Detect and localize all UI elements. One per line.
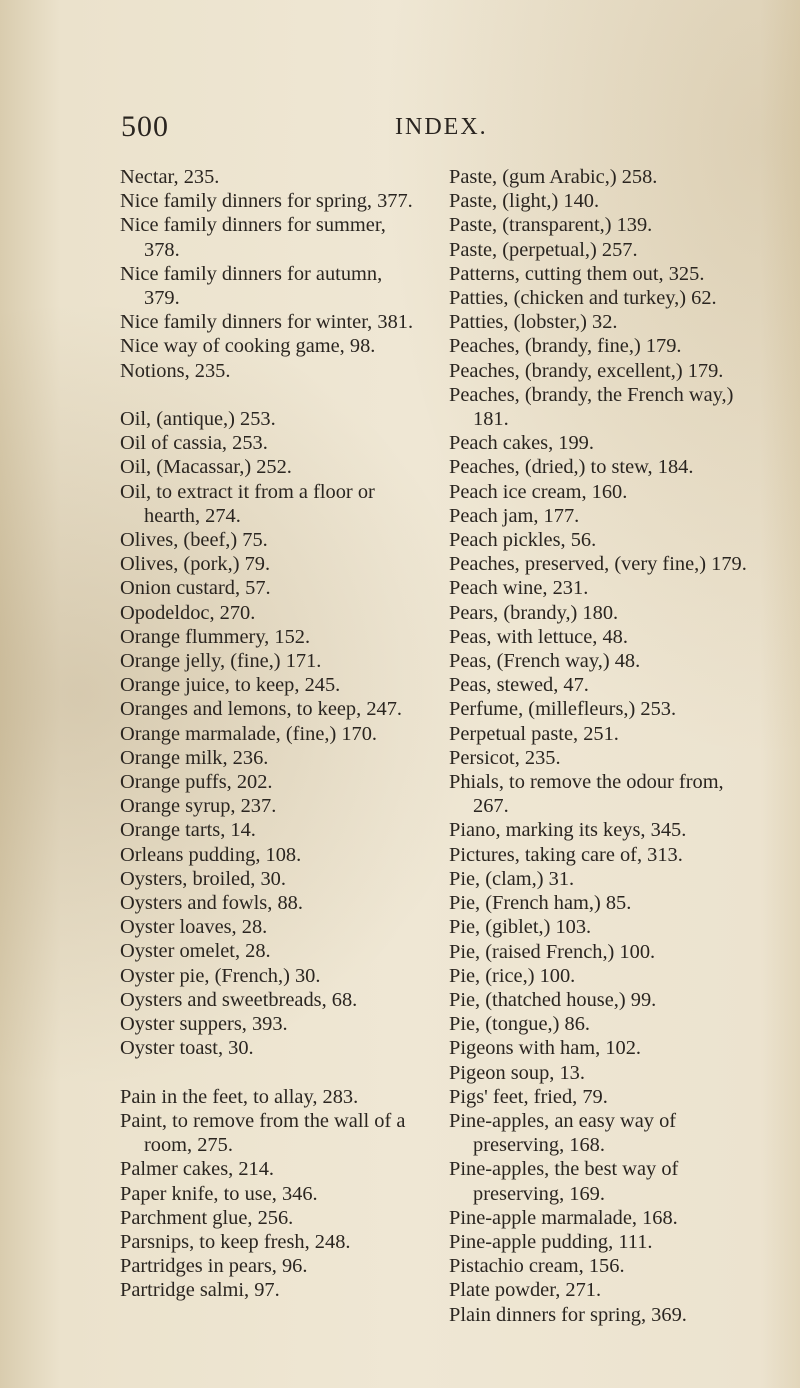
index-entry: Pine-apples, an easy way of preserving, 168. [449,1109,677,1157]
index-entry: Paste, (transparent,) 139. [449,214,653,237]
index-entry: Partridge salmi, 97. [120,1279,280,1302]
index-entry: Pigeon soup, 13. [449,1061,585,1084]
section-gap [120,383,420,407]
running-head: INDEX. [395,114,488,140]
index-entry: Nice family dinners for winter, 381. [120,311,414,334]
index-entry: Onion custard, 57. [120,577,271,600]
index-entry: Parchment glue, 256. [120,1206,294,1229]
index-entry: Pie, (French ham,) 85. [449,892,632,915]
index-entry: Perpetual paste, 251. [449,722,619,745]
index-entry: Pistachio cream, 156. [449,1255,625,1278]
index-entry: Pie, (raised French,) 100. [449,940,656,963]
index-entry: Phials, to remove the odour from, 267. [449,771,724,818]
index-entry: Orange juice, to keep, 245. [120,674,341,697]
index-entry: Orange marmalade, (fine,) 170. [120,722,378,745]
index-entry: Pigeons with ham, 102. [449,1037,642,1060]
index-entry: Nectar, 235. [120,166,220,188]
page-number: 500 [121,110,169,143]
index-entry: Paper knife, to use, 346. [120,1182,318,1205]
index-entry: Peach jam, 177. [449,504,580,527]
index-entry: Peaches, (brandy, fine,) 179. [449,335,682,358]
index-entry: Pigs' feet, fried, 79. [449,1085,608,1108]
index-entry: Perfume, (millefleurs,) 253. [449,698,677,721]
index-entry: Pine-apples, the best way of preserving, 169. [449,1158,679,1205]
index-entry: Pie, (thatched house,) 99. [449,988,657,1011]
index-column-right [449,165,757,1327]
index-entry: Peach pickles, 56. [449,529,597,552]
index-entry: Notions, 235. [120,359,231,382]
index-entry: Orange syrup, 237. [120,795,277,818]
index-entry: Orange milk, 236. [120,746,269,769]
index-entry: Peas, stewed, 47. [449,674,589,697]
index-entry: Pie, (clam,) 31. [449,867,575,890]
index-entry: Oyster toast, 30. [120,1037,254,1060]
index-entry: Oranges and lemons, to keep, 247. [120,698,403,721]
index-entry: Orange tarts, 14. [120,819,256,842]
index-entry: Oyster pie, (French,) 30. [120,964,321,987]
index-entry: Orleans pudding, 108. [120,843,302,866]
index-entry: Oyster omelet, 28. [120,940,271,963]
index-entry: Olives, (pork,) 79. [120,553,271,576]
index-entry: Piano, marking its keys, 345. [449,819,687,842]
index-entry: Persicot, 235. [449,746,561,769]
index-entry: Orange jelly, (fine,) 171. [120,650,322,673]
index-entry: Oil of cassia, 253. [120,432,268,455]
section-gap [120,1061,420,1085]
index-entry: Peach wine, 231. [449,577,589,600]
index-entry: Pictures, taking care of, 313. [449,843,683,866]
index-entry: Oyster suppers, 393. [120,1013,288,1036]
index-entry: Pears, (brandy,) 180. [449,601,619,624]
index-entry: Oyster loaves, 28. [120,916,268,939]
index-entry: Plate powder, 271. [449,1279,602,1302]
index-entry: Peach cakes, 199. [449,432,594,455]
index-entry: Oysters, broiled, 30. [120,867,286,890]
index-entry: Peas, (French way,) 48. [449,650,641,673]
index-entry: Pine-apple pudding, 111. [449,1230,653,1253]
index-entry: Peaches, (dried,) to stew, 184. [449,456,694,479]
index-entry: Patterns, cutting them out, 325. [449,262,705,285]
index-entry: Pie, (giblet,) 103. [449,916,592,939]
index-entry: Parsnips, to keep fresh, 248. [120,1230,351,1253]
index-entry: Oysters and sweetbreads, 68. [120,988,358,1011]
index-entry: Pain in the feet, to allay, 283. [120,1085,359,1108]
index-entry: Patties, (lobster,) 32. [449,311,618,334]
index-entry: Orange puffs, 202. [120,771,273,794]
index-entry: Plain dinners for spring, 369. [449,1303,687,1326]
index-entry: Nice family dinners for summer, 378. [120,214,386,261]
index-entry: Palmer cakes, 214. [120,1158,275,1181]
index-entry: Peas, with lettuce, 48. [449,625,628,648]
index-entry: Oysters and fowls, 88. [120,892,303,915]
index-entry: Peaches, (brandy, the French way,) 181. [449,383,734,431]
index-entry: Paste, (light,) 140. [449,190,600,213]
index-entry: Nice family dinners for spring, 377. [120,190,413,213]
index-entry: Paint, to remove from the wall of a room, 275. [120,1109,406,1157]
index-entry: Oil, (Macassar,) 252. [120,456,292,479]
index-entry: Pine-apple marmalade, 168. [449,1206,678,1229]
index-entry: Pie, (tongue,) 86. [449,1013,591,1036]
index-column-left [120,165,420,1303]
index-entry: Partridges in pears, 96. [120,1255,308,1278]
index-entry: Olives, (beef,) 75. [120,529,268,552]
index-entry: Opodeldoc, 270. [120,601,256,624]
index-entry: Peaches, preserved, (very fine,) 179. [449,553,747,576]
index-entry: Paste, (perpetual,) 257. [449,238,638,261]
index-entry: Peach ice cream, 160. [449,480,628,503]
index-entry: Paste, (gum Arabic,) 258. [449,166,658,188]
index-entry: Orange flummery, 152. [120,625,311,648]
index-entry: Peaches, (brandy, excellent,) 179. [449,359,724,382]
index-entry: Oil, to extract it from a floor or hearth, 274. [120,480,375,527]
index-entry: Nice family dinners for autumn, 379. [120,262,383,310]
index-entry: Pie, (rice,) 100. [449,964,576,987]
index-entry: Patties, (chicken and turkey,) 62. [449,287,717,310]
index-entry: Oil, (antique,) 253. [120,408,276,431]
index-entry: Nice way of cooking game, 98. [120,335,376,358]
